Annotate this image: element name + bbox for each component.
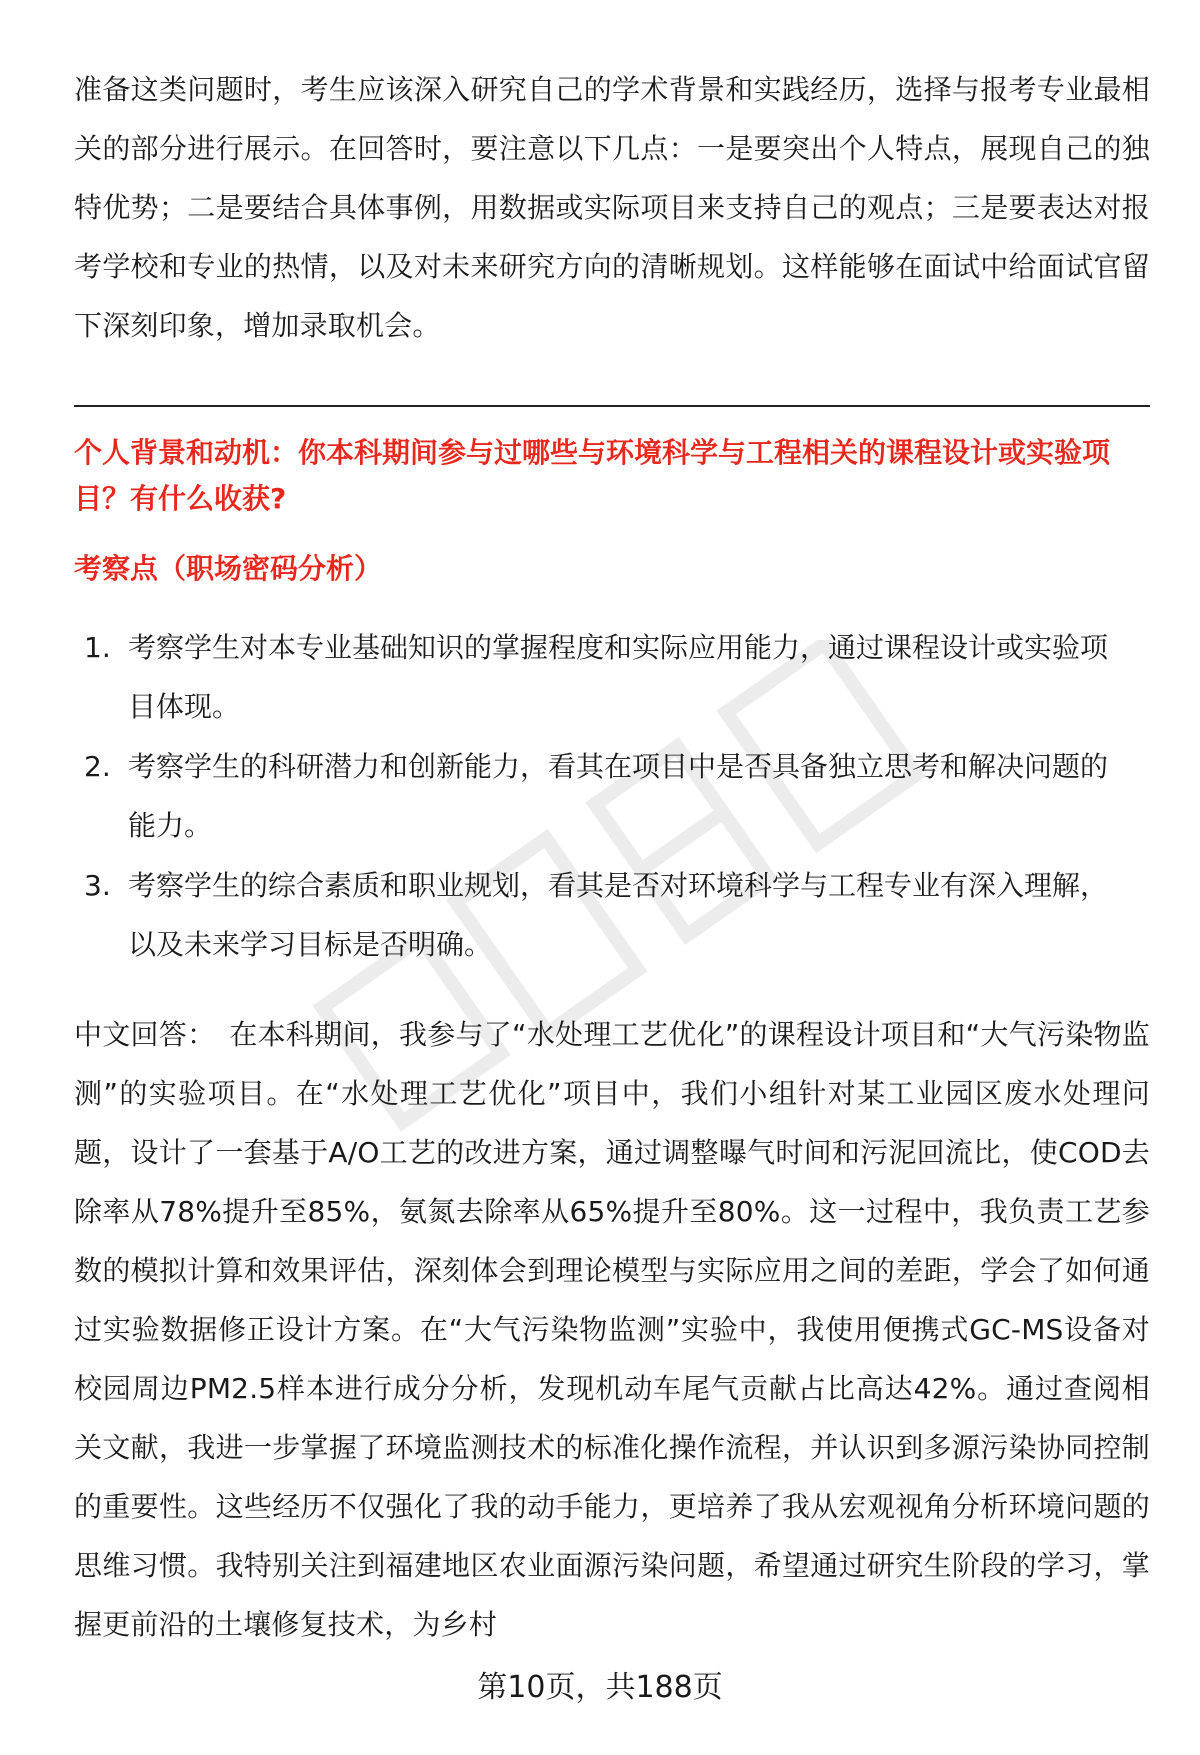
- analysis-heading: 考察点（职场密码分析）: [74, 552, 383, 585]
- answer-label: 中文回答：: [74, 1018, 216, 1051]
- page-footer: 第10页，共188页: [477, 1670, 723, 1705]
- analysis-point: [74, 737, 1128, 855]
- point-number: 3.: [84, 869, 111, 902]
- point-number: 2.: [84, 750, 111, 783]
- point-text: 考察学生的科研潜力和创新能力，看其在项目中是否具备独立思考和解决问题的能力。: [128, 750, 1109, 842]
- analysis-points-list: [74, 618, 1150, 975]
- point-text: 考察学生对本专业基础知识的掌握程度和实际应用能力，通过课程设计或实验项目体现。: [128, 631, 1109, 723]
- analysis-point: [74, 856, 1128, 974]
- section-divider: [74, 405, 1150, 407]
- intro-paragraph: 准备这类问题时，考生应该深入研究自己的学术背景和实践经历，选择与报考专业最相关的部分进行展示。在回答时，要注意以下几点：一是要突出个人特点，展现自己的独特优势；二是要结合具体事例，用数据或实际项目来支持自己的观点；三是要表达对报考学校和专业的热情，以及对未来研究方向的清晰规划。这样能够在面试中给面试官留下深刻印象，增加录取机会。: [74, 73, 1150, 342]
- answer-paragraph: [74, 1005, 1150, 1654]
- analysis-point: [74, 618, 1128, 736]
- point-text: 考察学生的综合素质和职业规划，看其是否对环境科学与工程专业有深入理解，以及未来学习目标是否明确。: [128, 869, 1109, 961]
- question-heading: 个人背景和动机：你本科期间参与过哪些与环境科学与工程相关的课程设计或实验项目？有什么收获?: [74, 436, 1111, 515]
- answer-text: 在本科期间，我参与了“水处理工艺优化”的课程设计项目和“大气污染物监测”的实验项目。在“水处理工艺优化”项目中，我们小组针对某工业园区废水处理问题，设计了一套基于A/O工艺的改进方案，通过调整曝气时间和污泥回流比，使COD去除率从78%提升至85%，氨氮去除率从65%提升至80%。这一过程中，我负责工艺参数的模拟计算和效果评估，深刻体会到理论模型与实际应用之间的差距，学会了如何通过实验数据修正设计方案。在“大气污染物监测”实验中，我使用便携式GC-MS设备对校园周边PM2.5样本进行成分分析，发现机动车尾气贡献占比高达42%。通过查阅相关文献，我进一步掌握了环境监测技术的标准化操作流程，并认识到多源污染协同控制的重要性。这些经历不仅强化了我的动手能力，更培养了我从宏观视角分析环境问题的思维习惯。我特别关注到福建地区农业面源污染问题，希望通过研究生阶段的学习，掌握更前沿的土壤修复技术，为乡村: [74, 1018, 1150, 1641]
- point-number: 1.: [84, 631, 111, 664]
